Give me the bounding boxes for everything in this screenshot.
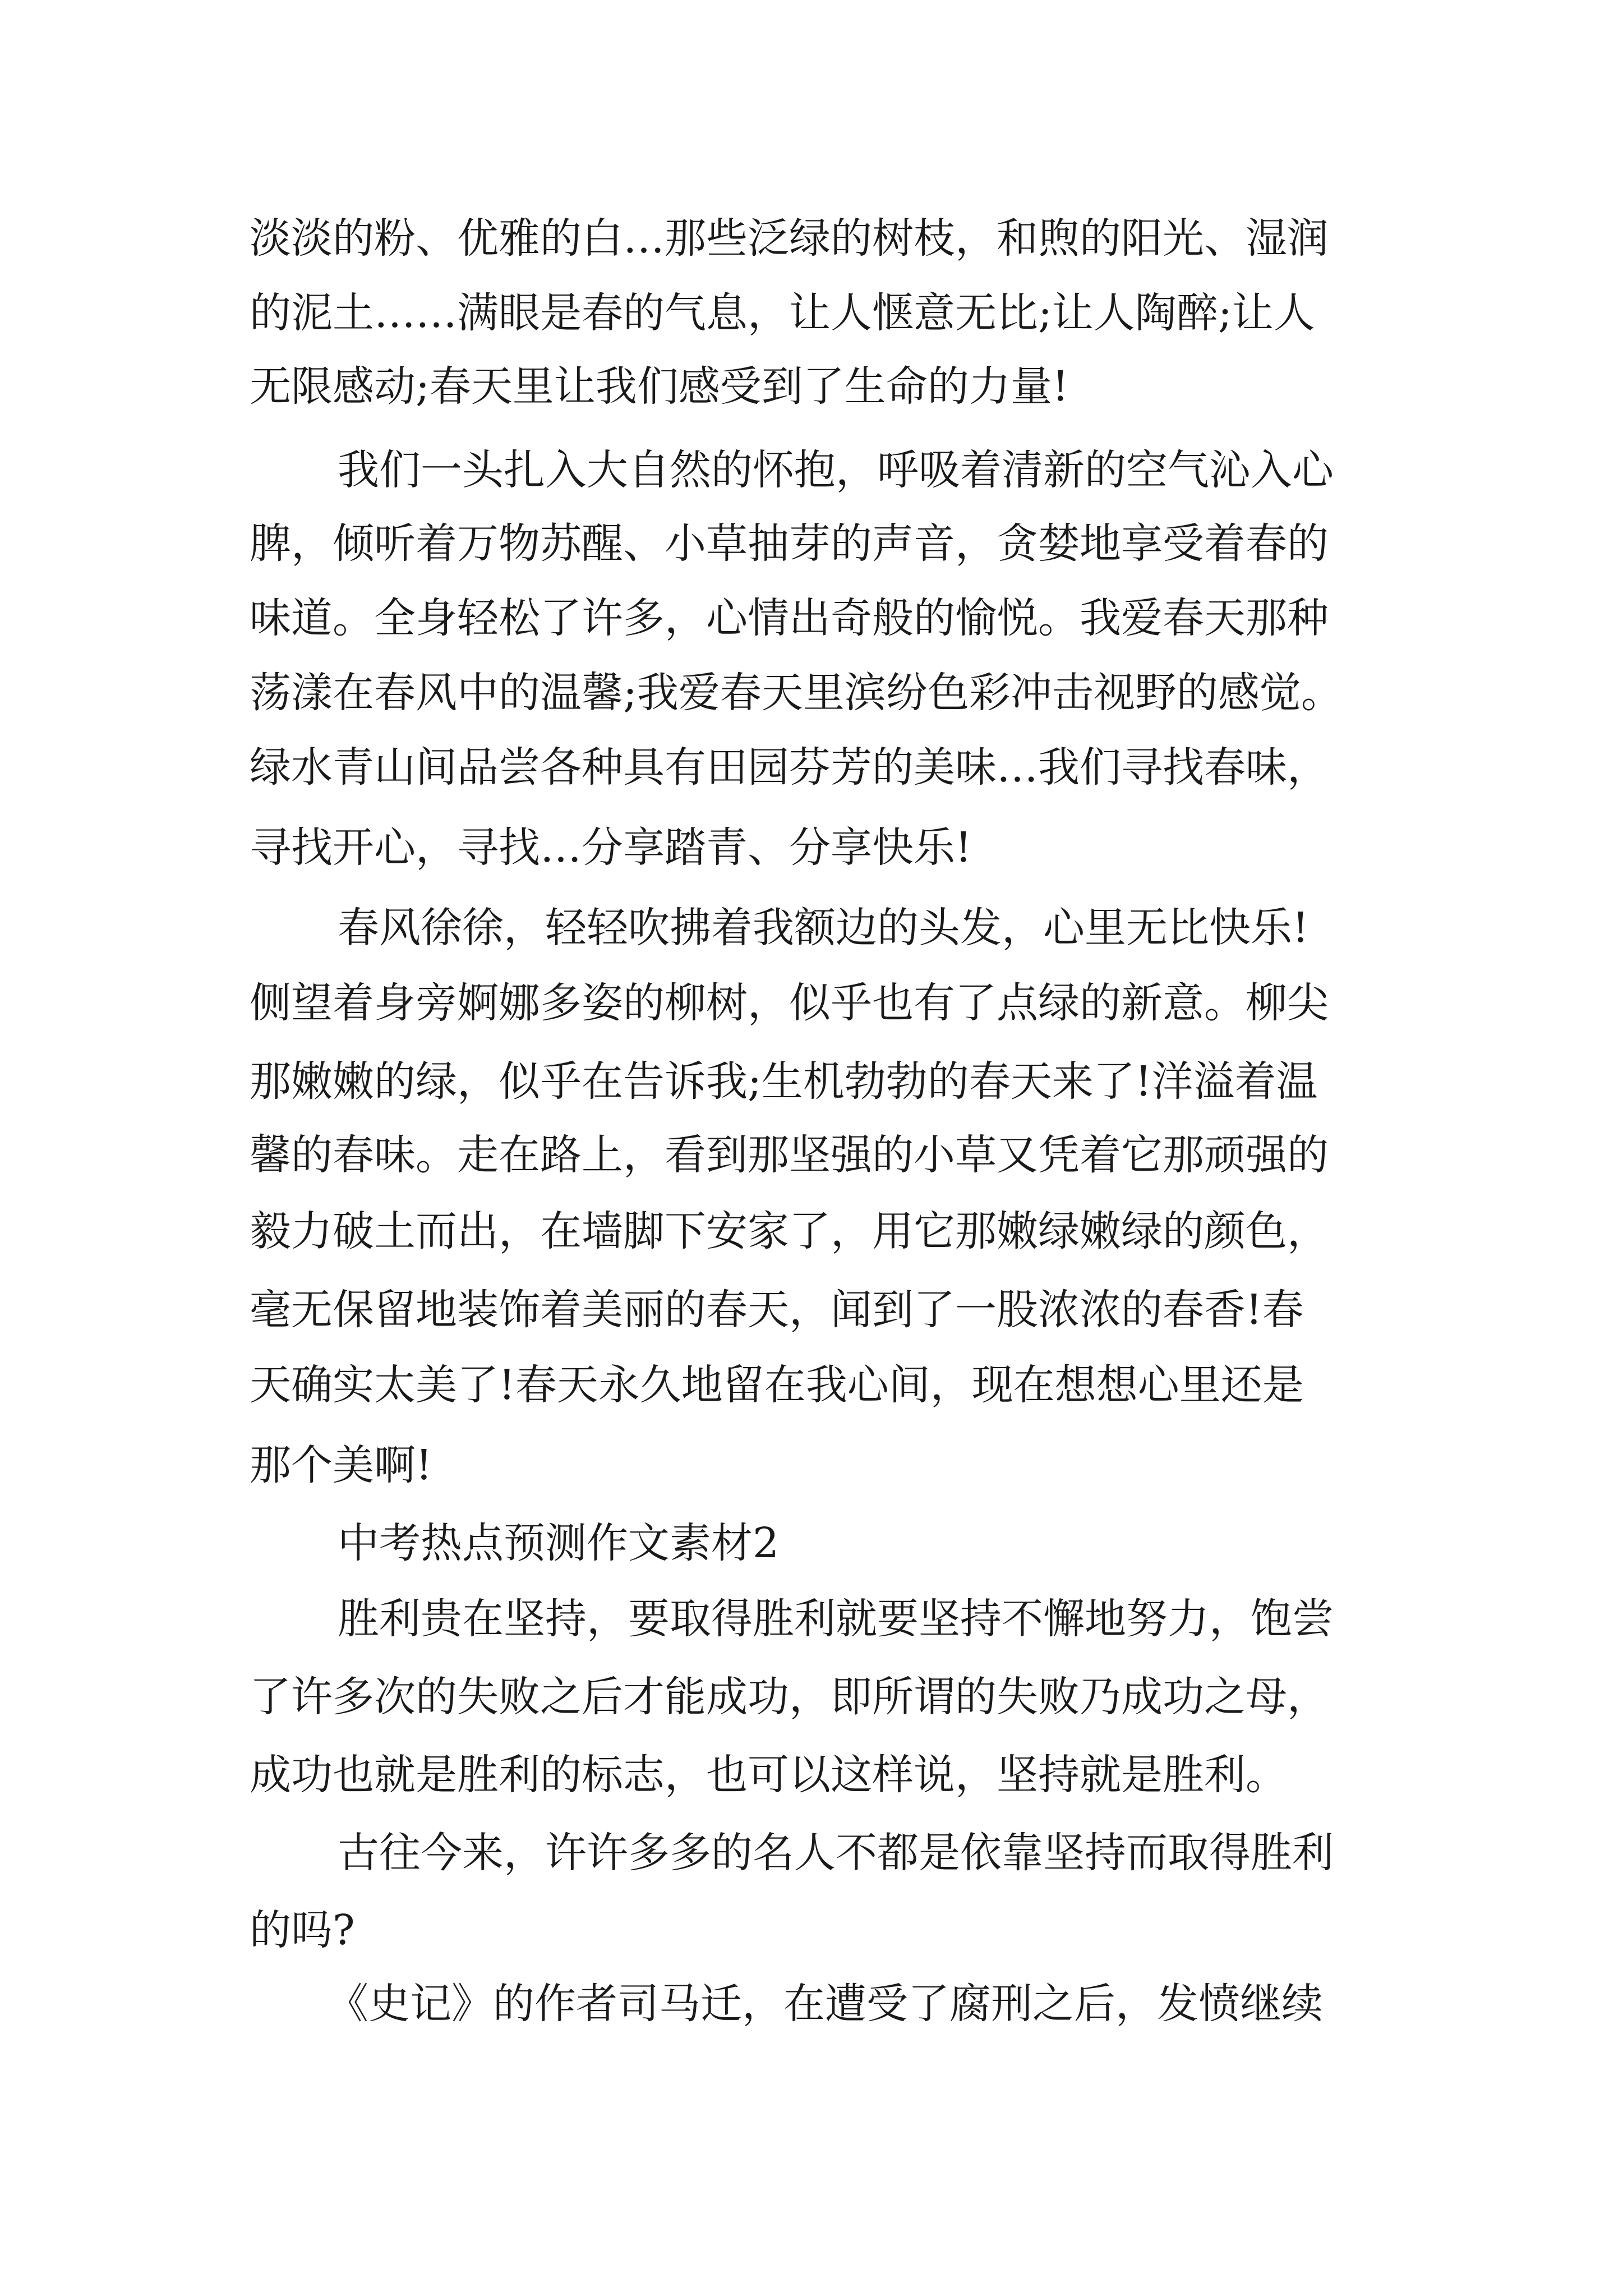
text-line: 古往今来，许许多多的名人不都是依靠坚持而取得胜利 bbox=[338, 1829, 1334, 1877]
text-line: 胜利贵在坚持，要取得胜利就要坚持不懈地努力，饱尝 bbox=[338, 1595, 1334, 1643]
text-line: 《史记》的作者司马迁，在遭受了腐刑之后，发愤继续 bbox=[327, 1980, 1323, 2028]
text-line: 无限感动;春天里让我们感受到了生命的力量! bbox=[250, 362, 1069, 411]
text-line: 淡淡的粉、优雅的白…那些泛绿的树枝，和煦的阳光、湿润 bbox=[250, 214, 1329, 263]
text-line: 寻找开心，寻找…分享踏青、分享快乐! bbox=[250, 823, 972, 872]
text-line: 毫无保留地装饰着美丽的春天，闻到了一股浓浓的春香!春 bbox=[250, 1286, 1304, 1334]
text-line: 味道。全身轻松了许多，心情出奇般的愉悦。我爱春天那种 bbox=[250, 594, 1329, 642]
text-line: 荡漾在春风中的温馨;我爱春天里滨纷色彩冲击视野的感觉。 bbox=[250, 669, 1343, 717]
section-heading: 中考热点预测作文素材2 bbox=[338, 1519, 780, 1567]
text-line: 脾，倾听着万物苏醒、小草抽芽的声音，贪婪地享受着春的 bbox=[250, 519, 1329, 568]
text-line: 了许多次的失败之后才能成功，即所谓的失败乃成功之母， bbox=[250, 1673, 1329, 1721]
text-line: 春风徐徐，轻轻吹拂着我额边的头发，心里无比快乐! bbox=[338, 904, 1309, 952]
text-line: 天确实太美了!春天永久地留在我心间，现在想想心里还是 bbox=[250, 1361, 1304, 1409]
text-line: 毅力破土而出，在墙脚下安家了，用它那嫩绿嫩绿的颜色， bbox=[250, 1207, 1329, 1255]
text-line: 那嫩嫩的绿，似乎在告诉我;生机勃勃的春天来了!洋溢着温 bbox=[250, 1057, 1318, 1106]
text-line: 的泥土……满眼是春的气息，让人惬意无比;让人陶醉;让人 bbox=[250, 289, 1315, 337]
text-line: 侧望着身旁婀娜多姿的柳树，似乎也有了点绿的新意。柳尖 bbox=[250, 979, 1329, 1027]
text-line: 馨的春味。走在路上，看到那坚强的小草又凭着它那顽强的 bbox=[250, 1131, 1329, 1179]
text-line: 的吗? bbox=[250, 1906, 355, 1954]
text-line: 那个美啊! bbox=[250, 1441, 432, 1489]
text-line: 成功也就是胜利的标志，也可以这样说，坚持就是胜利。 bbox=[250, 1751, 1287, 1799]
text-line: 绿水青山间品尝各种具有田园芬芳的美味…我们寻找春味， bbox=[250, 743, 1329, 792]
text-line: 我们一头扎入大自然的怀抱，呼吸着清新的空气沁入心 bbox=[338, 446, 1334, 494]
